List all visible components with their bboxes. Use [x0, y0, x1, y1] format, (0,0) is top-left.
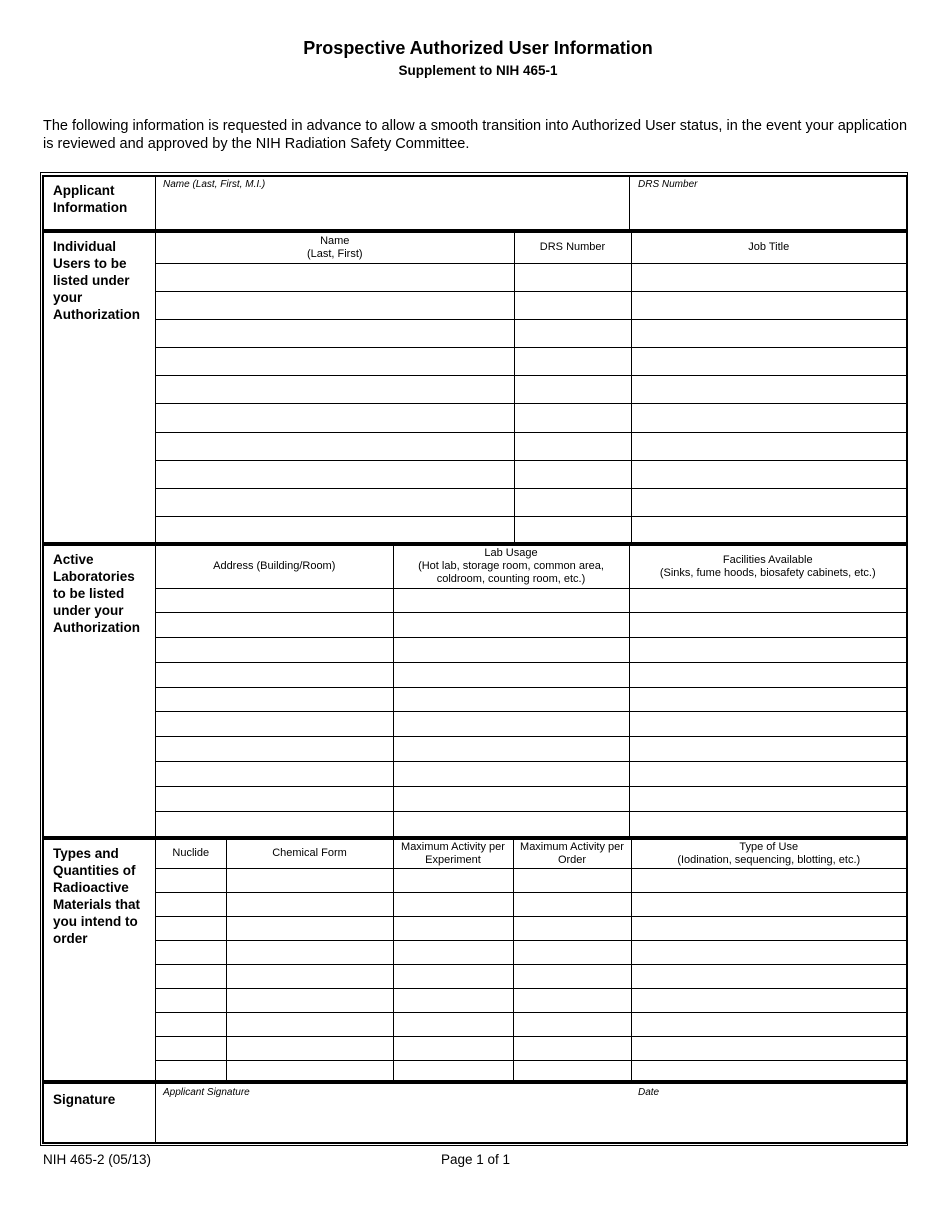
labs-cell[interactable] — [393, 687, 629, 712]
users-row — [156, 404, 906, 432]
users-cell[interactable] — [156, 376, 514, 404]
materials-cell[interactable] — [513, 1012, 631, 1036]
labs-cell[interactable] — [393, 588, 629, 613]
materials-cell[interactable] — [226, 940, 393, 964]
labs-row — [156, 811, 906, 836]
materials-cell[interactable] — [156, 868, 226, 892]
users-col-job-title: Job Title — [631, 233, 906, 263]
materials-cell[interactable] — [393, 1012, 513, 1036]
labs-cell[interactable] — [393, 712, 629, 737]
users-cell[interactable] — [631, 517, 906, 545]
users-row — [156, 517, 906, 545]
labs-cell[interactable] — [393, 638, 629, 663]
users-cell[interactable] — [156, 348, 514, 376]
labs-cell[interactable] — [393, 737, 629, 762]
materials-cell[interactable] — [513, 916, 631, 940]
labs-cell[interactable] — [629, 687, 906, 712]
labs-cell[interactable] — [629, 613, 906, 638]
users-cell[interactable] — [631, 432, 906, 460]
users-row — [156, 460, 906, 488]
users-col-drs: DRS Number — [514, 233, 631, 263]
materials-row — [156, 892, 906, 916]
materials-section — [42, 838, 908, 1082]
materials-cell[interactable] — [393, 1060, 513, 1084]
users-cell[interactable] — [156, 291, 514, 319]
materials-cell[interactable] — [631, 964, 906, 988]
materials-cell[interactable] — [156, 1036, 226, 1060]
labs-cell[interactable] — [629, 737, 906, 762]
materials-row — [156, 1036, 906, 1060]
users-col-name: Name (Last, First) — [156, 233, 514, 263]
materials-row — [156, 940, 906, 964]
labs-cell[interactable] — [629, 811, 906, 836]
form-title: Prospective Authorized User Information — [303, 38, 653, 58]
materials-cell[interactable] — [631, 892, 906, 916]
labs-cell[interactable] — [629, 638, 906, 663]
users-cell[interactable] — [514, 432, 631, 460]
users-row — [156, 263, 906, 291]
materials-row — [156, 1060, 906, 1084]
page-number: Page 1 of 1 — [441, 1152, 511, 1167]
applicant-name-field[interactable]: Name (Last, First, M.I.) — [163, 179, 266, 190]
materials-cell[interactable] — [226, 1036, 393, 1060]
users-cell[interactable] — [156, 517, 514, 545]
materials-cell[interactable] — [393, 916, 513, 940]
labs-row — [156, 588, 906, 613]
labs-cell[interactable] — [156, 786, 393, 811]
labs-cell[interactable] — [629, 662, 906, 687]
materials-row — [156, 964, 906, 988]
materials-row — [156, 868, 906, 892]
labs-section-label: Active Laboratories to be listed under your Authorization — [53, 552, 140, 635]
materials-cell[interactable] — [393, 868, 513, 892]
materials-cell[interactable] — [393, 988, 513, 1012]
users-section — [42, 231, 908, 544]
labs-row — [156, 662, 906, 687]
materials-col-max-experiment: Maximum Activity per Experiment — [393, 840, 513, 868]
users-row — [156, 432, 906, 460]
applicant-signature-field[interactable]: Applicant Signature — [163, 1087, 250, 1098]
users-cell[interactable] — [514, 376, 631, 404]
users-row — [156, 376, 906, 404]
intro-paragraph: The following information is requested in advance to allow a smooth transition into Authorized User status, in the event your application is reviewed and approved by the NIH Radiation Safety Committee. — [43, 118, 908, 152]
labs-col-usage: Lab Usage (Hot lab, storage room, common area, coldroom, counting room, etc.) — [393, 546, 629, 588]
labs-cell[interactable] — [629, 712, 906, 737]
materials-cell[interactable] — [226, 892, 393, 916]
materials-table — [156, 840, 906, 1084]
labs-table — [156, 546, 906, 836]
applicant-section-label: Applicant Information — [53, 183, 128, 215]
materials-cell[interactable] — [631, 1012, 906, 1036]
labs-cell[interactable] — [629, 588, 906, 613]
materials-cell[interactable] — [226, 1060, 393, 1084]
users-cell[interactable] — [631, 460, 906, 488]
materials-cell[interactable] — [226, 916, 393, 940]
users-cell[interactable] — [514, 291, 631, 319]
users-row — [156, 291, 906, 319]
labs-cell[interactable] — [393, 762, 629, 787]
materials-cell[interactable] — [393, 940, 513, 964]
labs-cell[interactable] — [156, 638, 393, 663]
labs-cell[interactable] — [629, 786, 906, 811]
materials-cell[interactable] — [156, 940, 226, 964]
users-table — [156, 233, 906, 545]
materials-cell[interactable] — [631, 940, 906, 964]
materials-row — [156, 1012, 906, 1036]
labs-cell[interactable] — [393, 786, 629, 811]
users-cell[interactable] — [156, 404, 514, 432]
users-cell[interactable] — [631, 489, 906, 517]
labs-col-address: Address (Building/Room) — [156, 546, 393, 588]
labs-section — [42, 544, 908, 838]
materials-cell[interactable] — [513, 964, 631, 988]
materials-cell[interactable] — [393, 964, 513, 988]
users-cell[interactable] — [156, 319, 514, 347]
labs-row — [156, 687, 906, 712]
materials-cell[interactable] — [156, 964, 226, 988]
materials-cell[interactable] — [156, 1012, 226, 1036]
materials-col-max-order: Maximum Activity per Order — [513, 840, 631, 868]
labs-cell[interactable] — [156, 811, 393, 836]
users-section-label: Individual Users to be listed under your Authorization — [53, 239, 140, 322]
labs-cell[interactable] — [156, 588, 393, 613]
materials-cell[interactable] — [513, 988, 631, 1012]
users-cell[interactable] — [514, 489, 631, 517]
users-cell[interactable] — [631, 404, 906, 432]
materials-col-type-of-use: Type of Use (Iodination, sequencing, blotting, etc.) — [631, 840, 906, 868]
materials-cell[interactable] — [631, 868, 906, 892]
materials-cell[interactable] — [513, 940, 631, 964]
materials-cell[interactable] — [226, 1012, 393, 1036]
users-cell[interactable] — [156, 489, 514, 517]
users-cell[interactable] — [631, 291, 906, 319]
materials-cell[interactable] — [631, 1060, 906, 1084]
materials-cell[interactable] — [513, 892, 631, 916]
labs-row — [156, 762, 906, 787]
users-row — [156, 319, 906, 347]
form-subtitle: Supplement to NIH 465-1 — [398, 63, 558, 78]
materials-cell[interactable] — [393, 1036, 513, 1060]
materials-col-chemical-form: Chemical Form — [226, 840, 393, 868]
signature-date-field[interactable]: Date — [638, 1087, 660, 1098]
users-cell[interactable] — [156, 432, 514, 460]
users-row — [156, 489, 906, 517]
labs-cell[interactable] — [156, 712, 393, 737]
materials-cell[interactable] — [226, 868, 393, 892]
materials-cell[interactable] — [226, 988, 393, 1012]
users-cell[interactable] — [514, 404, 631, 432]
form-number: NIH 465-2 (05/13) — [43, 1152, 152, 1167]
labs-cell[interactable] — [393, 811, 629, 836]
users-cell[interactable] — [514, 460, 631, 488]
users-cell[interactable] — [514, 517, 631, 545]
users-cell[interactable] — [514, 263, 631, 291]
users-cell[interactable] — [156, 263, 514, 291]
materials-cell[interactable] — [393, 892, 513, 916]
materials-cell[interactable] — [156, 916, 226, 940]
materials-cell[interactable] — [226, 964, 393, 988]
labs-col-facilities: Facilities Available (Sinks, fume hoods, biosafety cabinets, etc.) — [629, 546, 906, 588]
labs-cell[interactable] — [393, 662, 629, 687]
materials-row — [156, 988, 906, 1012]
materials-cell[interactable] — [631, 1036, 906, 1060]
applicant-drs-field[interactable]: DRS Number — [638, 179, 698, 190]
labs-cell[interactable] — [156, 737, 393, 762]
materials-cell[interactable] — [156, 892, 226, 916]
users-row — [156, 348, 906, 376]
labs-cell[interactable] — [393, 613, 629, 638]
users-cell[interactable] — [631, 319, 906, 347]
labs-cell[interactable] — [156, 762, 393, 787]
materials-col-nuclide: Nuclide — [156, 840, 226, 868]
labs-row — [156, 638, 906, 663]
labs-cell[interactable] — [629, 762, 906, 787]
signature-section — [42, 1082, 908, 1144]
users-cell[interactable] — [156, 460, 514, 488]
materials-cell[interactable] — [631, 916, 906, 940]
users-cell[interactable] — [631, 376, 906, 404]
labs-cell[interactable] — [156, 613, 393, 638]
materials-cell[interactable] — [631, 988, 906, 1012]
materials-section-label: Types and Quantities of Radioactive Materials that you intend to order — [53, 846, 141, 946]
labs-row — [156, 737, 906, 762]
applicant-section — [42, 175, 908, 231]
labs-row — [156, 786, 906, 811]
materials-row — [156, 916, 906, 940]
materials-cell[interactable] — [156, 988, 226, 1012]
users-cell[interactable] — [631, 348, 906, 376]
users-cell[interactable] — [631, 263, 906, 291]
users-cell[interactable] — [514, 348, 631, 376]
materials-cell[interactable] — [513, 1060, 631, 1084]
users-cell[interactable] — [514, 319, 631, 347]
materials-cell[interactable] — [156, 1060, 226, 1084]
materials-cell[interactable] — [513, 1036, 631, 1060]
labs-cell[interactable] — [156, 687, 393, 712]
signature-section-label: Signature — [53, 1092, 116, 1107]
labs-row — [156, 712, 906, 737]
materials-cell[interactable] — [513, 868, 631, 892]
labs-row — [156, 613, 906, 638]
labs-cell[interactable] — [156, 662, 393, 687]
